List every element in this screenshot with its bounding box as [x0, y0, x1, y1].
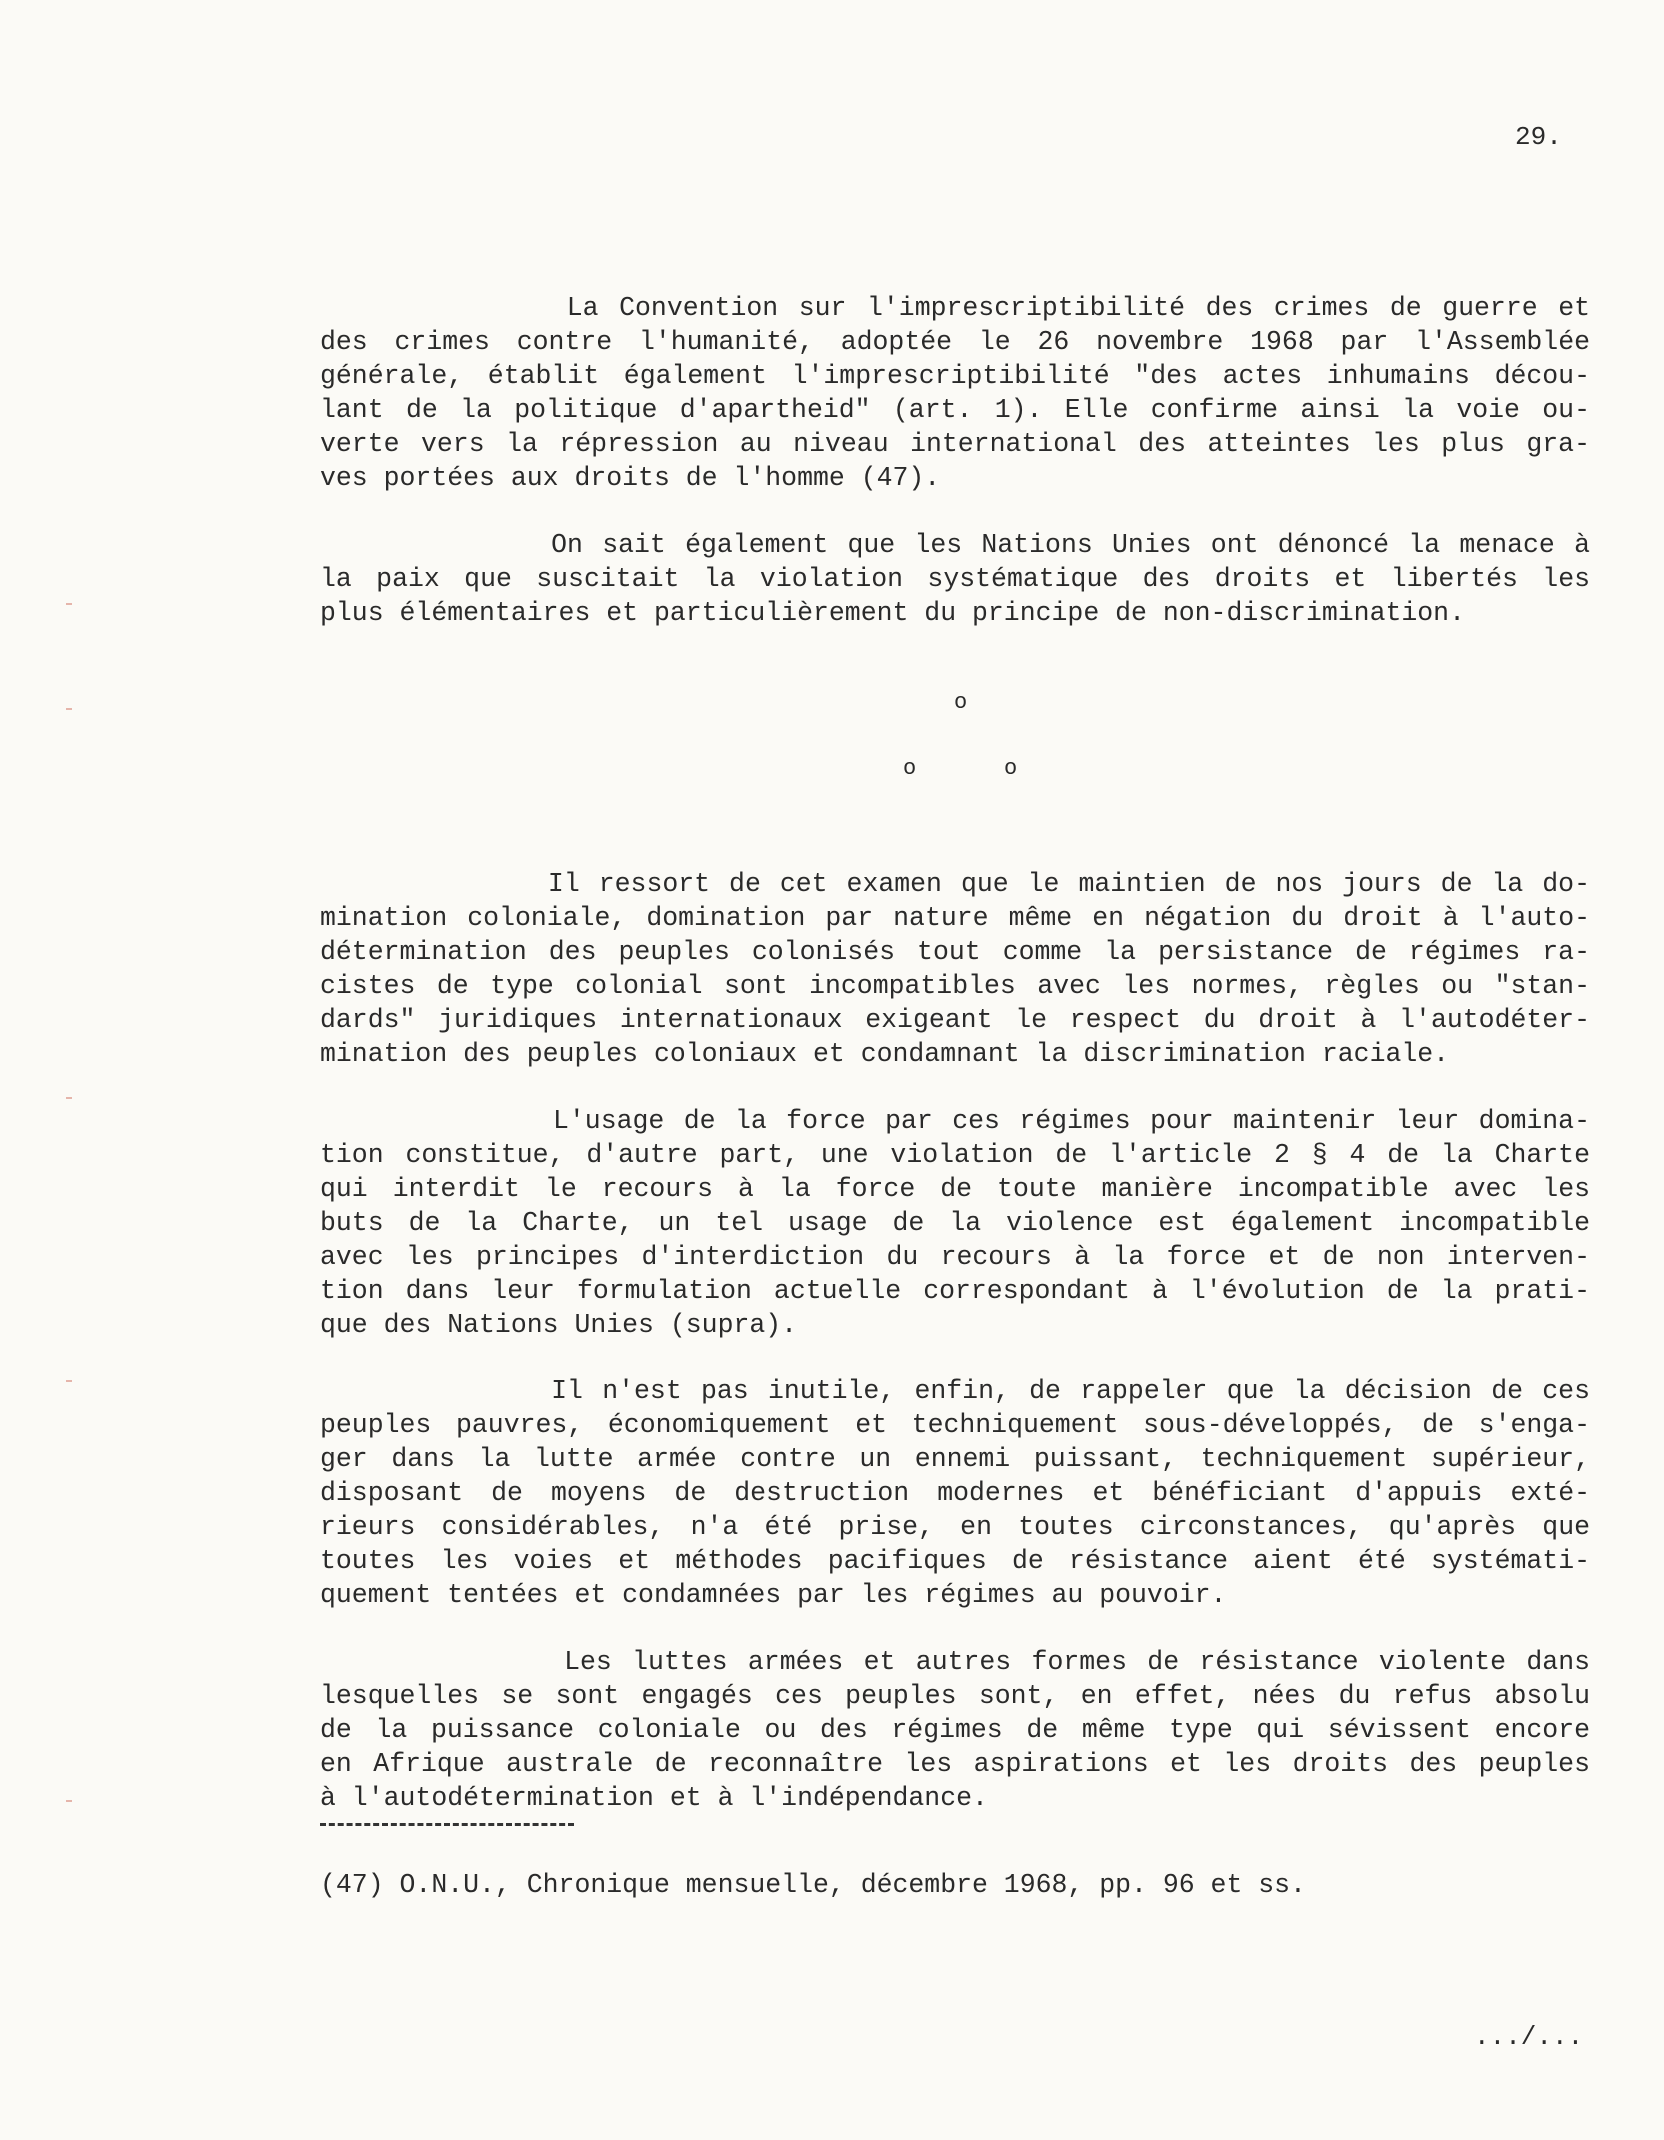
- paragraph-rappeler: [320, 1374, 1590, 1612]
- text-line: toutes les voies et méthodes pacifiques de résistance aient été systémati-: [320, 1546, 1590, 1576]
- continuation-mark: .../...: [1474, 2022, 1584, 2052]
- paragraph-nations-unies: [320, 528, 1590, 630]
- text-line: Il n'est pas inutile, enfin, de rappeler que la décision de ces: [320, 1376, 1590, 1406]
- text-line: qui interdit le recours à la force de toute manière incompatible avec les: [320, 1174, 1590, 1204]
- text-line: Les luttes armées et autres formes de résistance violente dans: [320, 1647, 1590, 1677]
- section-separator-mark: o: [1004, 756, 1018, 781]
- margin-speck: [66, 1097, 72, 1099]
- text-line: en Afrique australe de reconnaître les aspirations et les droits des peuples: [320, 1749, 1590, 1779]
- text-line: des crimes contre l'humanité, adoptée le 26 novembre 1968 par l'Assemblée: [320, 327, 1590, 357]
- text-line: buts de la Charte, un tel usage de la violence est également incompatible: [320, 1208, 1590, 1238]
- text-line: mination des peuples coloniaux et condamnant la discrimination raciale.: [320, 1039, 1450, 1069]
- text-line: plus élémentaires et particulièrement du principe de non-discrimination.: [320, 598, 1465, 628]
- text-line: cistes de type colonial sont incompatibles avec les normes, règles ou "stan-: [320, 971, 1590, 1001]
- text-line: de la puissance coloniale ou des régimes de même type qui sévissent encore: [320, 1715, 1590, 1745]
- text-line: tion dans leur formulation actuelle correspondant à l'évolution de la prati-: [320, 1276, 1590, 1306]
- paragraph-usage-force: [320, 1104, 1590, 1342]
- text-line: quement tentées et condamnées par les régimes au pouvoir.: [320, 1580, 1227, 1610]
- section-separator-mark: o: [954, 690, 968, 715]
- text-line: lant de la politique d'apartheid" (art. 1). Elle confirme ainsi la voie ou-: [320, 395, 1590, 425]
- text-line: la paix que suscitait la violation systématique des droits et libertés les: [320, 564, 1590, 594]
- footnote-divider: [320, 1823, 574, 1826]
- text-line: dards" juridiques internationaux exigeant le respect du droit à l'autodéter-: [320, 1005, 1590, 1035]
- paragraph-convention: [320, 291, 1590, 495]
- text-line: détermination des peuples colonisés tout comme la persistance de régimes ra-: [320, 937, 1590, 967]
- margin-speck: [66, 1380, 72, 1382]
- text-line: que des Nations Unies (supra).: [320, 1310, 798, 1340]
- text-line: L'usage de la force par ces régimes pour maintenir leur domina-: [320, 1106, 1590, 1136]
- footnote: (47) O.N.U., Chronique mensuelle, décembre 1968, pp. 96 et ss.: [320, 1870, 1306, 1900]
- text-line: ger dans la lutte armée contre un ennemi puissant, techniquement supérieur,: [320, 1444, 1590, 1474]
- text-line: avec les principes d'interdiction du recours à la force et de non interven-: [320, 1242, 1590, 1272]
- text-line: verte vers la répression au niveau international des atteintes les plus gra-: [320, 429, 1590, 459]
- text-line: La Convention sur l'imprescriptibilité des crimes de guerre et: [320, 293, 1590, 323]
- text-line: Il ressort de cet examen que le maintien de nos jours de la do-: [320, 869, 1590, 899]
- text-line: lesquelles se sont engagés ces peuples sont, en effet, nées du refus absolu: [320, 1681, 1590, 1711]
- paragraph-examen: [320, 867, 1590, 1071]
- text-line: mination coloniale, domination par nature même en négation du droit à l'auto-: [320, 903, 1590, 933]
- text-line: rieurs considérables, n'a été prise, en toutes circonstances, qu'après que: [320, 1512, 1590, 1542]
- text-line: à l'autodétermination et à l'indépendance.: [320, 1783, 988, 1813]
- text-line: générale, établit également l'imprescriptibilité "des actes inhumains décou-: [320, 361, 1590, 391]
- section-separator-mark: o: [903, 756, 917, 781]
- margin-speck: [66, 708, 72, 710]
- page-number: 29.: [1515, 122, 1562, 152]
- text-line: tion constitue, d'autre part, une violation de l'article 2 § 4 de la Charte: [320, 1140, 1590, 1170]
- text-line: peuples pauvres, économiquement et techniquement sous-développés, de s'enga-: [320, 1410, 1590, 1440]
- text-line: ves portées aux droits de l'homme (47).: [320, 463, 941, 493]
- text-line: On sait également que les Nations Unies ont dénoncé la menace à: [320, 530, 1590, 560]
- margin-speck: [66, 603, 72, 605]
- paragraph-luttes-armees: [320, 1645, 1590, 1815]
- text-line: disposant de moyens de destruction modernes et bénéficiant d'appuis exté-: [320, 1478, 1590, 1508]
- margin-speck: [66, 1800, 72, 1802]
